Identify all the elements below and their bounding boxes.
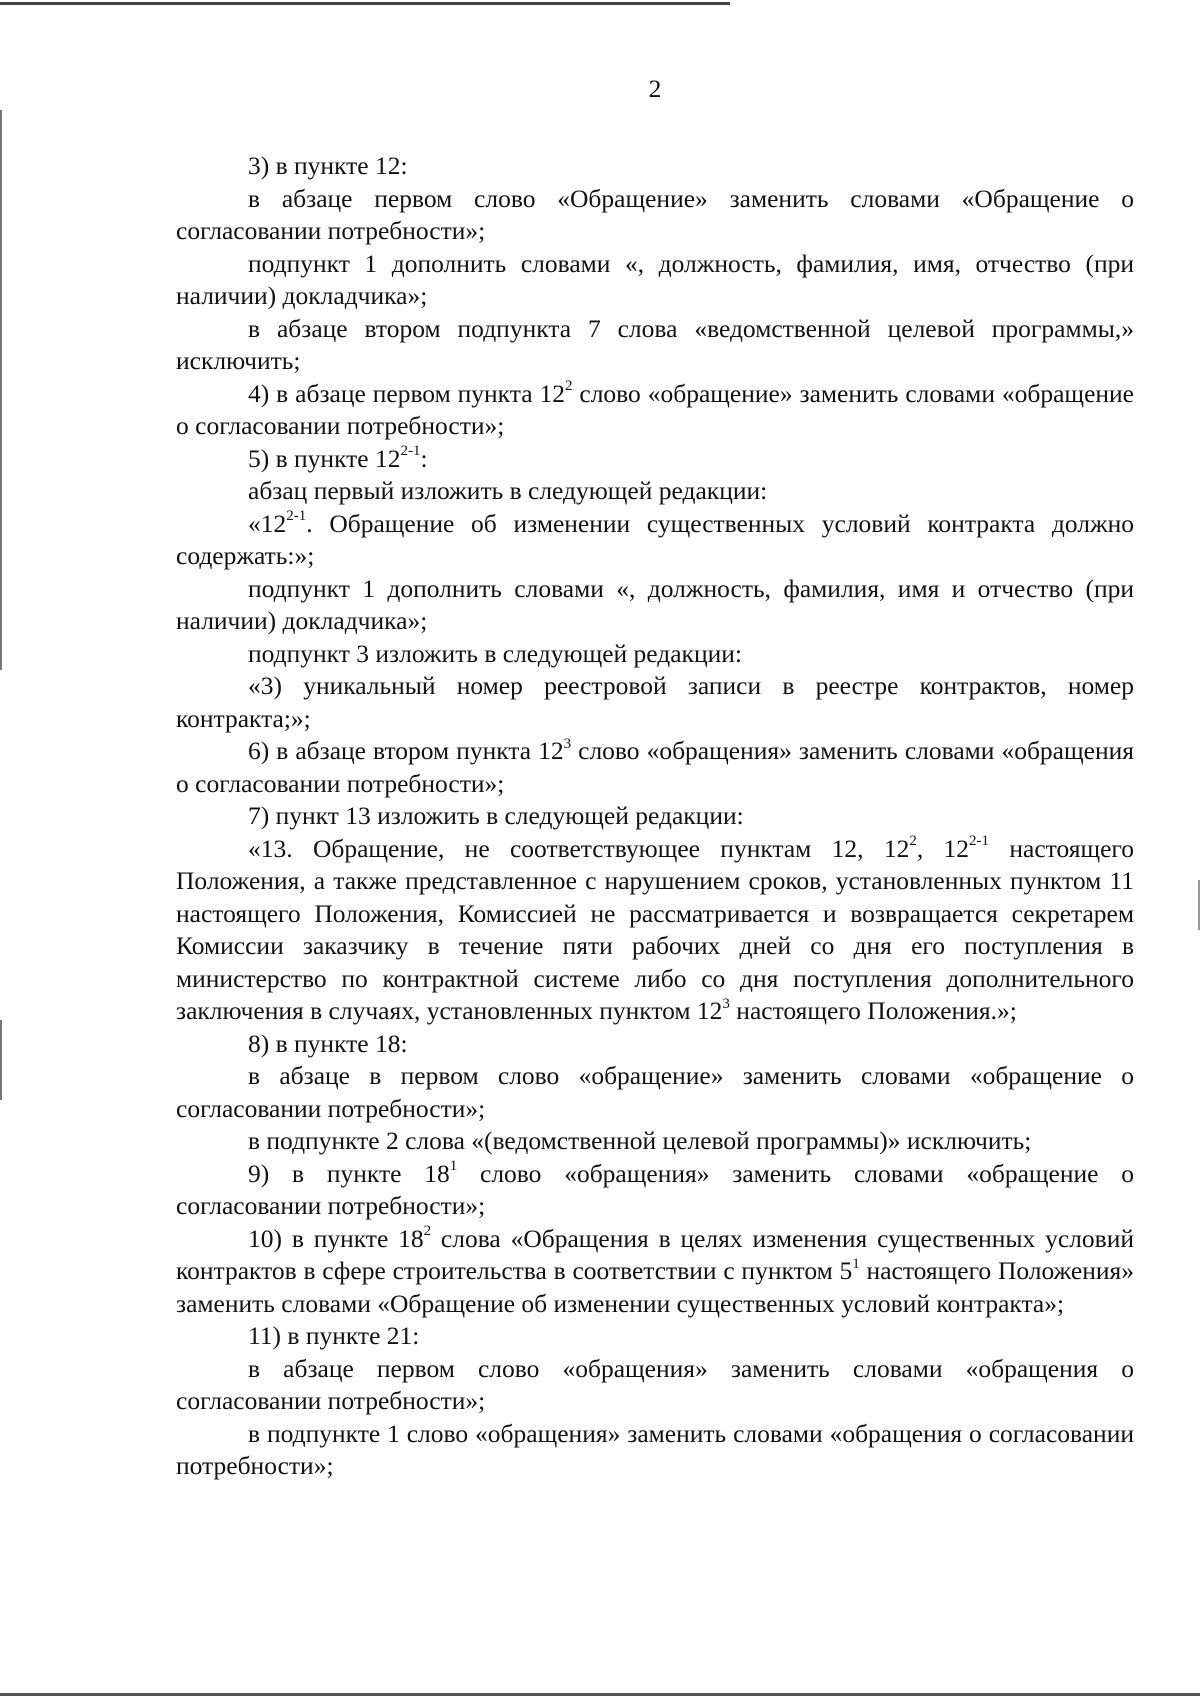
paragraph-text: : [420, 443, 428, 473]
paragraph-text: 7) пункт 13 изложить в следующей редакции: [248, 801, 744, 830]
superscript: 2-1 [400, 443, 421, 459]
paragraph [176, 800, 1134, 833]
paragraph-text: 6) в абзаце втором пункта 12 [248, 736, 564, 765]
paragraph [176, 508, 1134, 573]
scan-edge-top [0, 2, 730, 5]
paragraph-text: 8) в пункте 18: [248, 1028, 408, 1058]
paragraph-text: 4) в абзаце первом пункта 12 [248, 378, 565, 408]
paragraph [176, 1320, 1134, 1353]
paragraph-text: настоящего Положения, а также представленное с нарушением сроков, установленных пунктом 11 настоящего Положения, Комиссией не рассматривается и возвращается секретарем Комиссии заказчику в течение пяти рабочих дней со дня его поступления в министерство по контрактной системе либо со дня поступления дополнительного заключения в случаях, установленных пунктом 12 [176, 833, 1134, 1025]
paragraph [176, 1028, 1134, 1061]
paragraph-text: слова «Обращения в целях изменения существенных условий контрактов в сфере строительства в соответствии с пунктом 5 [176, 1223, 1134, 1285]
paragraph-text: в абзаце в первом слово «обращение» заменить словами «обращение о согласовании потребности»; [176, 1061, 1134, 1123]
paragraph-text: подпункт 3 изложить в следующей редакции: [248, 638, 742, 668]
paragraph [176, 735, 1134, 800]
paragraph-text: настоящего Положения.»; [729, 996, 1017, 1025]
paragraph [176, 670, 1134, 735]
paragraph-text: настоящего Положения» заменить словами «Обращение об изменении существенных условий контракта»; [176, 1256, 1134, 1318]
document-body [176, 150, 1134, 1483]
superscript: 2-1 [286, 508, 307, 524]
paragraph-text: 10) в пункте 18 [248, 1223, 424, 1253]
paragraph [176, 443, 1134, 476]
paragraph-text: в абзаце первом слово «обращения» заменить словами «обращения о согласовании потребности»; [176, 1353, 1134, 1415]
paragraph [176, 1158, 1134, 1223]
paragraph [176, 150, 1134, 183]
paragraph-text: подпункт 1 дополнить словами «, должность, фамилия, имя и отчество (при наличии) докладчика»; [176, 573, 1134, 635]
paragraph [176, 248, 1134, 313]
superscript: 2 [423, 1223, 432, 1239]
paragraph-text: 9) в пункте 18 [248, 1158, 450, 1188]
paragraph-text: «13. Обращение, не соответствующее пунктам 12, 12 [248, 833, 910, 863]
superscript: 3 [722, 995, 730, 1012]
paragraph-text: слово «обращение» заменить словами «обращение о согласовании потребности»; [176, 378, 1135, 440]
paragraph-text: , 12 [916, 833, 970, 863]
superscript: 2 [909, 833, 917, 849]
paragraph [176, 313, 1134, 378]
paragraph-text: в абзаце втором подпункта 7 слова «ведомственной целевой программы,» исключить; [176, 313, 1134, 375]
paragraph [176, 475, 1134, 508]
paragraph-text: подпункт 1 дополнить словами «, должность, фамилия, имя, отчество (при наличии) докладчика»; [176, 248, 1134, 310]
paragraph [176, 378, 1134, 443]
paragraph-text: абзац первый изложить в следующей редакции: [248, 476, 768, 505]
paragraph-text: 11) в пункте 21: [248, 1321, 420, 1350]
superscript: 3 [563, 735, 572, 752]
paragraph [176, 1223, 1134, 1321]
paragraph-text: «3) уникальный номер реестровой записи в реестре контрактов, номер контракта;»; [176, 671, 1134, 733]
paragraph-text: в подпункте 2 слова «(ведомственной целевой программы)» исключить; [248, 1126, 1032, 1155]
paragraph [176, 1353, 1134, 1418]
paragraph-text: слово «обращения» заменить словами «обращения о согласовании потребности»; [176, 736, 1134, 798]
paragraph [176, 638, 1134, 671]
superscript: 2-1 [969, 833, 990, 849]
paragraph-text: «12 [248, 508, 287, 538]
paragraph-text: . Обращение об изменении существенных условий контракта должно содержать:»; [176, 508, 1134, 570]
scan-edge-bottom [0, 1693, 1200, 1696]
paragraph [176, 1418, 1134, 1483]
paragraph-text: слово «обращения» заменить словами «обращение о согласовании потребности»; [176, 1158, 1135, 1220]
scan-edge-left [0, 110, 2, 670]
paragraph [176, 1125, 1134, 1158]
paragraph-text: 5) в пункте 12 [248, 443, 401, 473]
paragraph [176, 833, 1134, 1028]
paragraph [176, 183, 1134, 248]
paragraph [176, 573, 1134, 638]
paragraph-text: в абзаце первом слово «Обращение» заменить словами «Обращение о согласовании потребности»; [176, 183, 1134, 245]
superscript: 2 [564, 378, 573, 394]
scan-edge-left-lower [0, 1020, 2, 1100]
page-number: 2 [648, 74, 662, 103]
paragraph [176, 1060, 1134, 1125]
superscript: 1 [449, 1158, 458, 1174]
paragraph-text: в подпункте 1 слово «обращения» заменить словами «обращения о согласовании потребности»; [176, 1418, 1134, 1480]
paragraph-text: 3) в пункте 12: [248, 151, 408, 180]
superscript: 1 [852, 1255, 860, 1272]
